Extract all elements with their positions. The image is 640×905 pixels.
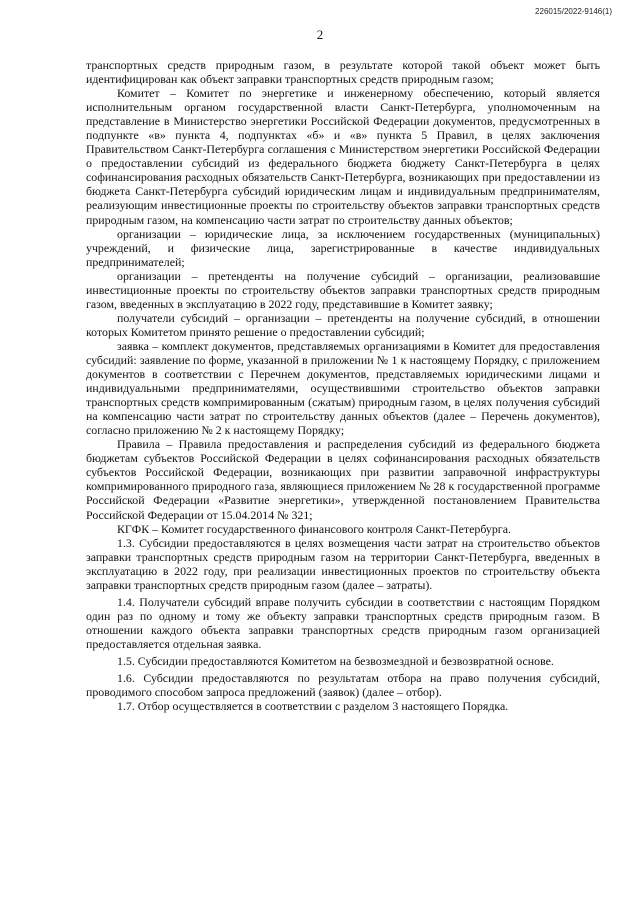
definition-kgfk: КГФК – Комитет государственного финансового контроля Санкт-Петербурга.: [117, 521, 511, 536]
paragraph-continuation: транспортных средств природным газом, в результате которой такой объект может быть идентифицирован как объект заправки транспортных средств природным газом;: [86, 58, 600, 87]
definition-application: заявка – комплект документов, представляемых организациями в Комитет для предоставления субсидий: заявление по форме, указанной в приложении № 1 к настоящему Порядку, с приложением документов в соответствии с Перечнем документов, представляемых юридическими лицами и индивидуальными предпринимателями, осуществившими строительство объектов заправки транспортных средств компримированным (сжатым) природным газом, в целях получения субсидий на компенсацию части затрат по строительству данных объектов (далее – Перечень документов), согласно приложению № 2 к настоящему Порядку;: [86, 338, 600, 438]
clause-1-6: 1.6. Субсидии предоставляются по результатам отбора на право получения субсидий, проводимого способом запроса предложений (заявок) (далее – отбор).: [86, 671, 600, 700]
clause-1-7: 1.7. Отбор осуществляется в соответствии с разделом 3 настоящего Порядка.: [117, 699, 509, 714]
definition-recipients: получатели субсидий – организации – претенденты на получение субсидий, в отношении которых Комитетом принято решение о предоставлении субсидий;: [86, 310, 600, 339]
clause-1-4: 1.4. Получатели субсидий вправе получить субсидии в соответствии с настоящим Порядком один раз по одному и тому же объекту заправки транспортных средств природным газом. В отношении каждого объекта заправки транспортных средств природным газом организацией предоставляется отдельная заявка.: [86, 594, 600, 651]
document-body: [86, 58, 600, 713]
definition-committee: Комитет – Комитет по энергетике и инженерному обеспечению, который является исполнительным органом государственной власти Санкт-Петербурга, уполномоченным на представление в Министерство энергетики Российской Федерации документов, предусмотренных в подпункте «в» пункта 4, подпунктах «б» и «в» пункта 5 Правил, в целях заключения Правительством Санкт-Петербурга соглашения с Министерством энергетики Российской Федерации о предоставлении субсидий из федерального бюджета бюджету Санкт-Петербурга в целях софинансирования расходных обязательств Санкт-Петербурга, возникающих при предоставлении из бюджета Санкт-Петербурга субсидий юридическим лицам и индивидуальным предпринимателям, реализующим инвестиционные проекты по строительству объектов заправки транспортных средств природным газом, на компенсацию части затрат по строительству данных объектов;: [86, 86, 600, 227]
document-number: 226015/2022-9146(1): [535, 7, 612, 16]
page-number: 2: [316, 27, 324, 42]
definition-rules: Правила – Правила предоставления и распределения субсидий из федерального бюджета бюджетам субъектов Российской Федерации в целях софинансирования расходных обязательств субъектов Российской Федерации, возникающих при развитии заправочной инфраструктуры компримированного природного газа, являющиеся приложением № 28 к государственной программе Российской Федерации «Развитие энергетики», утвержденной постановлением Правительства Российской Федерации от 15.04.2014 № 321;: [86, 437, 600, 522]
definition-organizations: организации – юридические лица, за исключением государственных (муниципальных) учреждений, и физические лица, зарегистрированные в качестве индивидуальных предпринимателей;: [86, 226, 600, 269]
definition-applicants: организации – претенденты на получение субсидий – организации, реализовавшие инвестиционные проекты по строительству объектов заправки транспортных средств природным газом, введенных в эксплуатацию в 2022 году, представившие в Комитет заявку;: [86, 268, 600, 311]
clause-1-5: 1.5. Субсидии предоставляются Комитетом на безвозмездной и безвозвратной основе.: [117, 653, 554, 668]
clause-1-3: 1.3. Субсидии предоставляются в целях возмещения части затрат на строительство объектов заправки транспортных средств природным газом на территории Санкт-Петербурга, введенных в эксплуатацию в 2022 году, при реализации инвестиционных проектов по строительству объекта заправки транспортных средств природным газом (далее – затраты).: [86, 535, 600, 592]
